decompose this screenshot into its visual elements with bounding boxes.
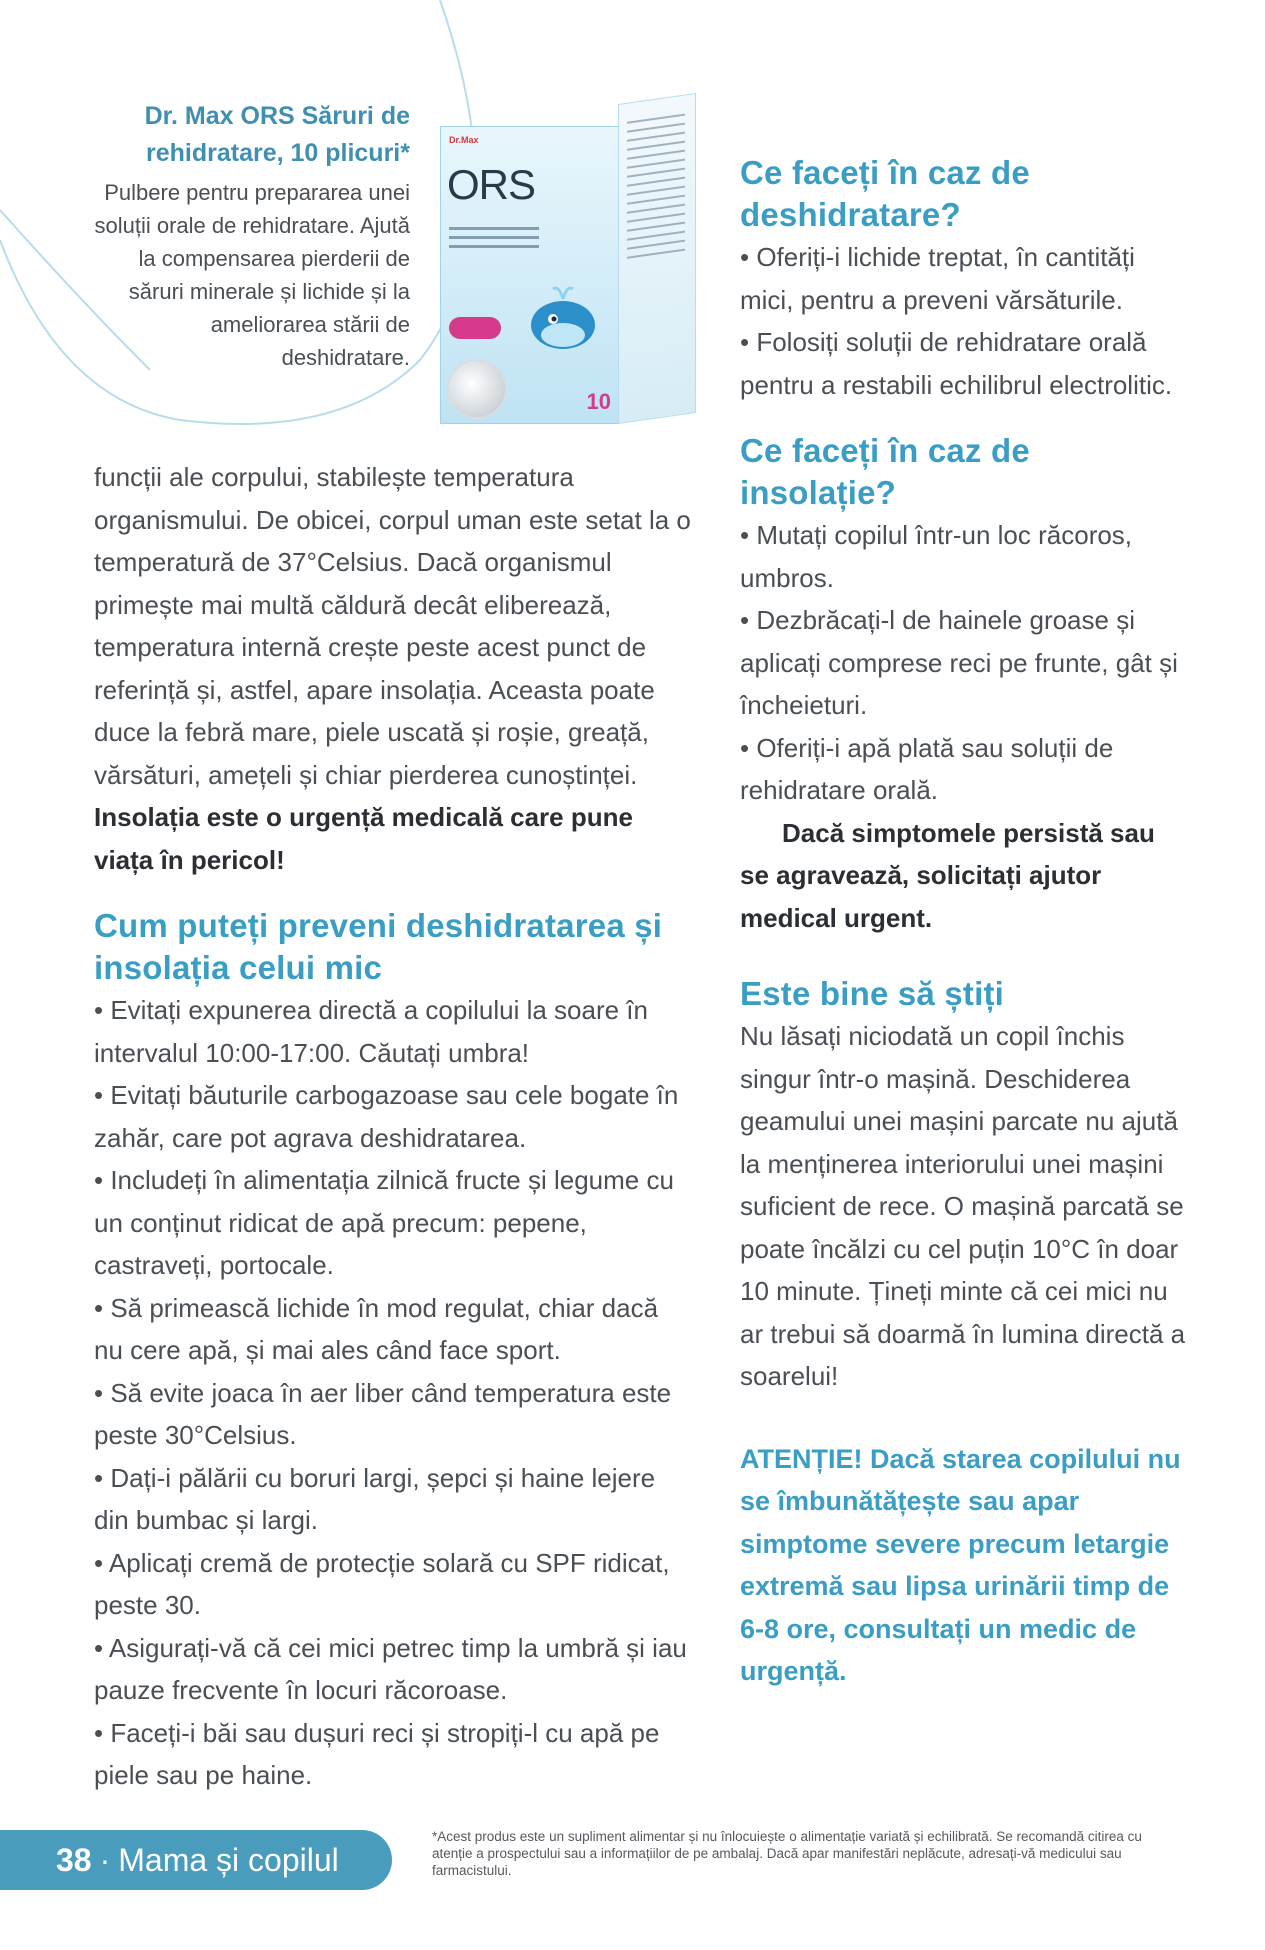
product-brand: Dr.Max xyxy=(449,135,479,145)
heatstroke-list xyxy=(740,514,1190,812)
list-item: • Faceți-i băi sau dușuri reci și stropiți-l cu apă pe piele sau pe haine. xyxy=(94,1717,660,1790)
list-item: • Oferiți-i apă plată sau soluții de rehidratare orală. xyxy=(740,732,1114,805)
product-box-name: ORS xyxy=(447,161,536,208)
list-item: • Asigurați-vă că cei mici petrec timp la umbră și iau pauze frecvente în locuri răcoroase. xyxy=(94,1632,687,1705)
list-item: • Evitați expunerea directă a copilului la soare în intervalul 10:00-17:00. Căutați umbra! xyxy=(94,995,648,1068)
intro-bold-text: Insolația este o urgență medicală care pune viața în pericol! xyxy=(94,802,633,875)
whale-icon xyxy=(523,277,603,357)
dehydration-heading: Ce faceți în caz de deshidratare? xyxy=(740,154,1030,233)
know-heading: Este bine să știți xyxy=(740,975,1005,1012)
list-item: • Oferiți-i lichide treptat, în cantități mici, pentru a preveni vărsăturile. xyxy=(740,242,1135,315)
product-title: Dr. Max ORS Săruri de rehidratare, 10 plicuri* xyxy=(144,102,410,167)
list-item: • Dezbrăcați-l de hainele groase și aplicați comprese reci pe frunte, gât și încheieturi. xyxy=(740,605,1178,720)
product-badge xyxy=(449,317,501,339)
page-number: 38 xyxy=(56,1841,92,1878)
list-item: • Aplicați cremă de protecție solară cu SPF ridicat, peste 30. xyxy=(94,1547,670,1620)
intro-text: funcții ale corpului, stabilește temperatura organismului. De obicei, corpul uman este setat la o temperatură de 37°Celsius. Dacă organismul primește mai multă căldură decât eliberează, temperatura internă crește peste acest punct de referință și, astfel, apare insolația. Aceasta poate duce la febră mare, piele uscată și roșie, greață, vărsături, amețeli și chiar pierderea cunoștinței. xyxy=(94,462,691,790)
know-paragraph: Nu lăsați niciodată un copil închis singur într-o mașină. Deschiderea geamului unei mașini parcate nu ajută la menținerea interiorului unei mașini suficient de rece. O mașină parcată se poate încălzi cu cel puțin 10°C în doar 10 minute. Țineți minte că cei mici nu ar trebui să doarmă în lumina directă a soarelui! xyxy=(740,1021,1186,1391)
list-item: • Includeți în alimentația zilnică fructe și legume cu un conținut ridicat de apă precum: pepene, castraveți, portocale. xyxy=(94,1165,674,1280)
product-box-front xyxy=(440,126,620,424)
dehydration-list xyxy=(740,236,1190,406)
product-coin-icon xyxy=(447,359,507,419)
product-box-image xyxy=(440,104,696,422)
warning-note: ATENȚIE! Dacă starea copilului nu se îmbunătățește sau apar simptome severe precum letargie extremă sau lipsa urinării timp de 6-8 ore, consultați un medic de urgență. xyxy=(740,1443,1181,1686)
product-count: 10 xyxy=(586,389,611,414)
list-item: • Evitați băuturile carbogazoase sau cele bogate în zahăr, care pot agrava deshidratarea. xyxy=(94,1080,679,1153)
product-box-side xyxy=(618,93,696,424)
list-item: • Dați-i pălării cu boruri largi, șepci și haine lejere din bumbac și largi. xyxy=(94,1462,656,1535)
prevent-list xyxy=(94,989,694,1797)
intro-paragraph xyxy=(94,456,694,881)
product-promo xyxy=(80,98,410,374)
product-box-text-lines xyxy=(449,227,539,254)
list-item: • Să primească lichide în mod regulat, chiar dacă nu cere apă, și mai ales când face sport. xyxy=(94,1292,659,1365)
list-item: • Să evite joaca în aer liber când temperatura este peste 30°Celsius. xyxy=(94,1377,672,1450)
magazine-name: Mama și copilul xyxy=(118,1841,339,1878)
page-footer-tab xyxy=(0,1830,392,1890)
heatstroke-heading: Ce faceți în caz de insolație? xyxy=(740,432,1030,511)
footer-separator: · xyxy=(99,1841,111,1878)
left-column xyxy=(94,456,694,1797)
list-item: • Mutați copilul într-un loc răcoros, umbros. xyxy=(740,520,1133,593)
list-item: • Folosiți soluții de rehidratare orală pentru a restabili echilibrul electrolitic. xyxy=(740,327,1173,400)
right-column xyxy=(740,152,1190,1693)
persist-note: Dacă simptomele persistă sau se agravează, solicitați ajutor medical urgent. xyxy=(740,817,1155,933)
disclaimer: *Acest produs este un supliment alimentar și nu înlocuiește o alimentație variată și echilibrată. Se recomandă citirea cu atenție a prospectului sau a informațiilor de pe ambalaj. Dacă apar manifestări neplăcute, adresați-vă medicului sau farmacistului. xyxy=(432,1829,1142,1878)
prevent-heading: Cum puteți preveni deshidratarea și insolația celui mic xyxy=(94,907,663,986)
product-description: Pulbere pentru prepararea unei soluții orale de rehidratare. Ajută la compensarea pierderii de săruri minerale și lichide și la ameliorarea stării de deshidratare. xyxy=(94,180,410,370)
